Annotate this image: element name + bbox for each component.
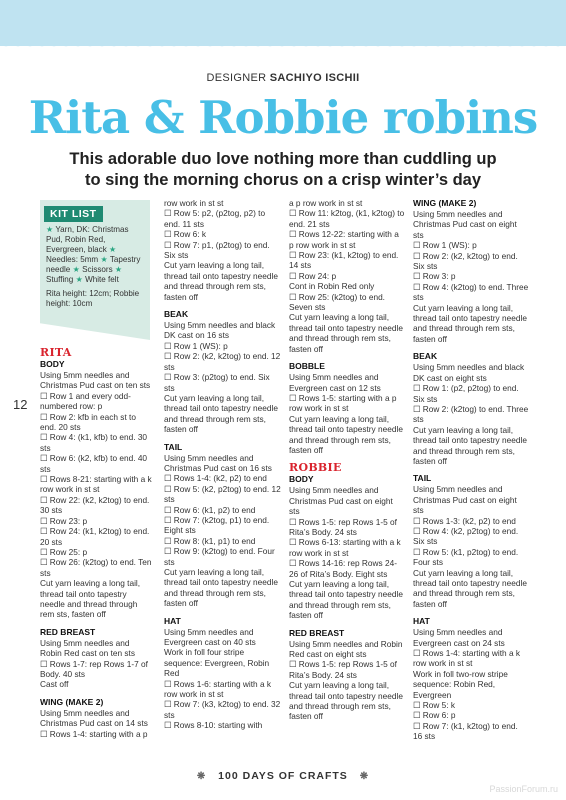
star-icon: ★ <box>109 245 117 254</box>
kit-item: Yarn, DK: Christmas Pud, Robin Red, Evergreen, black <box>46 225 129 254</box>
instruction-line: ☐ Row 2: (k2, k2tog) to end. 12 sts <box>164 351 281 372</box>
instruction-line: ☐ Rows 8-10: starting with <box>164 720 263 731</box>
instruction-line: Using 5mm needles and Christmas Pud cast on 14 sts <box>40 707 148 729</box>
column-1 <box>40 347 152 739</box>
kit-list-box <box>40 200 150 340</box>
red-breast-instructions <box>289 639 405 722</box>
instruction-line: ☐ Row 4: (k1, kfb) to end. 30 sts <box>40 432 148 453</box>
subheading-red-breast: RED BREAST <box>289 627 345 638</box>
instruction-line: ☐ Rows 1-4: (k2, p2) to end <box>164 473 267 484</box>
instruction-line: Using 5mm needles and Christmas Pud cast on eight sts <box>289 485 393 517</box>
instruction-line: Cut yarn leaving a long tail, thread tail onto tapestry needle and thread through rem sts, fasten off <box>413 302 527 344</box>
instruction-line: ☐ Row 24: p <box>289 270 337 281</box>
column-3 <box>289 198 405 722</box>
instruction-line: Using 5mm needles and Robin Red cast on ten sts <box>40 637 136 659</box>
hat-instructions <box>413 627 529 741</box>
instruction-line: a p row work in st st <box>289 198 363 208</box>
instruction-line: ☐ Row 7: (k3, k2tog) to end. 32 sts <box>164 699 281 720</box>
instruction-line: ☐ Row 3: p <box>413 271 456 282</box>
instruction-line: ☐ Row 5: k <box>413 700 456 711</box>
instruction-line: Using 5mm needles and Christmas Pud cast on eight sts <box>413 209 517 240</box>
instruction-line: ☐ Rows 1-4: starting with a k row work in st st <box>413 648 521 669</box>
instruction-line: Cut yarn leaving a long tail, thread tail onto tapestry needle and thread through rem sts, fasten off <box>289 413 403 455</box>
subheading-red-breast: RED BREAST <box>40 626 96 637</box>
subheading-hat: HAT <box>164 615 181 626</box>
kit-list-items <box>46 225 146 309</box>
page-number: 12 <box>13 397 28 412</box>
instruction-line: ☐ Row 4: (k2tog) to end. Three sts <box>413 281 529 303</box>
column-2 <box>164 198 282 731</box>
instruction-line: ☐ Row 26: (k2tog) to end. Ten sts <box>40 557 152 578</box>
instruction-line: ☐ Rows 1-5: rep Rows 1-5 of Rita’s Body. 24 sts <box>289 516 397 537</box>
instruction-line: Cut yarn leaving a long tail, thread tail onto tapestry needle and thread through rem sts, fasten off <box>40 578 141 620</box>
instruction-line: ☐ Rows 1-6: starting with a k row work in st st <box>164 678 272 700</box>
instruction-line: ☐ Row 5: (k1, p2tog) to end. Four sts <box>413 546 519 568</box>
watermark: PassionForum.ru <box>489 784 558 794</box>
instruction-line: ☐ Row 1 and every odd-numbered row: p <box>40 390 131 412</box>
footer-title: 100 DAYS OF CRAFTS <box>218 770 348 782</box>
kit-item: Needles: 5mm <box>46 255 99 264</box>
instruction-line: ☐ Row 6: p <box>413 710 456 721</box>
instruction-line: Using 5mm needles and Evergreen cast on 24 sts <box>413 627 505 648</box>
body-instructions <box>40 370 152 620</box>
subheading-bobble: BOBBLE <box>289 361 325 372</box>
instruction-line: ☐ Row 3: (p2tog) to end. Six sts <box>164 372 270 393</box>
instruction-line: ☐ Row 24: (k1, k2tog) to end. 20 sts <box>40 526 150 547</box>
instruction-line: ☐ Row 7: (k2tog, p1) to end. Eight sts <box>164 514 270 536</box>
instruction-line: ☐ Row 6: (k1, p2) to end <box>164 504 256 515</box>
wing-instructions <box>40 708 152 739</box>
kit-item: White felt <box>85 275 119 284</box>
wing-continued <box>164 198 282 302</box>
subheading-body: BODY <box>289 474 314 485</box>
instruction-line: ☐ Row 23: p <box>40 515 88 526</box>
bobble-instructions <box>289 372 405 455</box>
instruction-line: ☐ Row 22: (k2, k2tog) to end. 30 sts <box>40 494 150 516</box>
instruction-line: ☐ Row 11: k2tog, (k1, k2tog) to end. 21 sts <box>289 208 405 229</box>
instruction-line: Cut yarn leaving a long tail, thread tail onto tapestry needle and thread through rem sts, fasten off <box>289 579 403 621</box>
instruction-line: Using 5mm needles and Evergreen cast on 40 sts <box>164 626 256 648</box>
top-banner <box>0 0 566 46</box>
instruction-line: ☐ Row 9: (k2tog) to end. Four sts <box>164 546 275 567</box>
instruction-line: Work in foll two-row stripe sequence: Robin Red, Evergreen <box>413 668 508 700</box>
instruction-line: ☐ Row 1 (WS): p <box>413 240 477 251</box>
instruction-line: ☐ Row 6: k <box>164 229 207 240</box>
star-icon: ★ <box>72 265 80 274</box>
subheading-tail: TAIL <box>413 473 432 484</box>
section-heading-rita: RITA <box>40 346 72 359</box>
subheading-beak: BEAK <box>164 309 189 320</box>
instruction-line: Cut yarn leaving a long tail, thread tail onto tapestry needle and thread through rem sts, fasten off <box>289 680 403 722</box>
column-4 <box>413 198 529 742</box>
designer-label: DESIGNER <box>206 72 267 84</box>
instruction-line: row work in st st <box>164 198 224 208</box>
instruction-line: ☐ Row 4: (k2, p2tog) to end. Six sts <box>413 525 519 547</box>
flower-icon: ❋ <box>359 771 370 782</box>
red-breast-instructions <box>40 638 152 690</box>
instruction-line: ☐ Rows 1-3: (k2, p2) to end <box>413 515 516 526</box>
instruction-line: Using 5mm needles and Evergreen cast on 12 sts <box>289 372 381 393</box>
kit-note: Rita height: 12cm; Robbie height: 10cm <box>46 289 140 308</box>
instruction-line: ☐ Row 7: (k1, k2tog) to end. 16 sts <box>413 720 518 742</box>
instruction-line: ☐ Row 5: (k2, p2tog) to end. 12 sts <box>164 483 281 505</box>
kit-item: Stuffing <box>46 275 74 284</box>
wing-instructions <box>413 209 529 344</box>
instruction-line: Cut yarn leaving a long tail, thread tail onto tapestry needle and thread through rem sts, fasten off <box>164 260 278 302</box>
subheading-wing: WING (MAKE 2) <box>40 696 104 707</box>
star-icon: ★ <box>46 225 54 234</box>
instruction-line: Cast off <box>40 679 69 690</box>
instruction-line: ☐ Row 5: p2, (p2tog, p2) to end. 11 sts <box>164 208 266 229</box>
instruction-line: Cut yarn leaving a long tail, thread tail onto tapestry needle and thread through rem sts, fasten off <box>164 567 278 609</box>
hat-instructions <box>164 627 282 731</box>
instruction-line: ☐ Rows 6-13: starting with a k row work in st st <box>289 537 401 558</box>
beak-instructions <box>413 362 529 466</box>
star-icon: ★ <box>75 275 83 284</box>
subheading-body: BODY <box>40 359 65 369</box>
instruction-line: ☐ Row 8: (k1, p1) to end <box>164 535 256 546</box>
kit-list-title: KIT LIST <box>44 206 103 222</box>
kit-item: Scissors <box>82 265 113 274</box>
instruction-line: Cont in Robin Red only <box>289 281 375 292</box>
instruction-line: Cut yarn leaving a long tail, thread tail onto tapestry needle and thread through rem sts, fasten off <box>289 312 403 354</box>
instruction-line: ☐ Row 1 (WS): p <box>164 340 228 351</box>
section-heading-robbie: ROBBIE <box>289 461 342 475</box>
instruction-line: ☐ Row 6: (k2, kfb) to end. 40 sts <box>40 453 148 474</box>
beak-instructions <box>164 320 282 434</box>
instruction-line: ☐ Row 23: (k1, k2tog) to end. 14 sts <box>289 250 399 271</box>
instruction-line: ☐ Row 2: (k2, k2tog) to end. Six sts <box>413 250 518 272</box>
instruction-line: ☐ Row 7: p1, (p2tog) to end. Six sts <box>164 239 270 261</box>
instruction-line: ☐ Rows 14-16: rep Rows 24-26 of Rita’s Body. Eight sts <box>289 558 397 579</box>
star-icon: ★ <box>114 265 123 274</box>
star-icon: ★ <box>100 255 108 264</box>
subheading-beak: BEAK <box>413 351 438 362</box>
instruction-line: Using 5mm needles and Christmas Pud cast on 16 sts <box>164 452 272 473</box>
page-subtitle: This adorable duo love nothing more than cuddling up to sing the morning chorus on a crisp winter’s day <box>69 150 497 189</box>
designer-name: SACHIYO ISCHII <box>269 72 360 84</box>
instruction-line: ☐ Row 1: (p2, p2tog) to end. Six sts <box>413 383 519 404</box>
subheading-wing: WING (MAKE 2) <box>413 198 477 208</box>
tail-instructions <box>413 484 529 609</box>
subheading-tail: TAIL <box>164 441 183 452</box>
instruction-line: Using 5mm needles and black DK cast on eight sts <box>413 362 525 383</box>
designer-credit <box>0 72 566 84</box>
instruction-line: Cut yarn leaving a long tail, thread tail onto tapestry needle and thread through rem sts, fasten off <box>413 567 527 609</box>
instruction-line: ☐ Row 2: (k2tog) to end. Three sts <box>413 403 529 425</box>
body-instructions <box>289 485 405 620</box>
instruction-line: ☐ Row 25: p <box>40 546 88 557</box>
instruction-line: ☐ Row 25: (k2tog) to end. Seven sts <box>289 291 385 313</box>
instruction-line: Cut yarn leaving a long tail, thread tail onto tapestry needle and thread through rem sts, fasten off <box>413 424 527 466</box>
instruction-line: ☐ Rows 1-5: rep Rows 1-5 of Rita’s Body. 24 sts <box>289 659 397 680</box>
instruction-line: Using 5mm needles and Christmas Pud cast on ten sts <box>40 370 151 391</box>
instruction-line: ☐ Rows 8-21: starting with a k row work in st st <box>40 474 152 495</box>
instruction-line: ☐ Rows 1-5: starting with a p row work in st st <box>289 392 397 414</box>
instruction-line: Cut yarn leaving a long tail, thread tail onto tapestry needle and thread through rem sts, fasten off <box>164 392 278 435</box>
page-title: Rita & Robbie robins <box>28 91 538 144</box>
kit-item: Tapestry needle <box>46 255 141 274</box>
tail-instructions <box>164 453 282 609</box>
instruction-line: Using 5mm needles and black DK cast on 16 sts <box>164 320 276 341</box>
flower-icon: ❋ <box>196 771 207 782</box>
subheading-hat: HAT <box>413 616 430 627</box>
footer <box>0 770 566 782</box>
instruction-line: Work in foll four stripe sequence: Evergreen, Robin Red <box>164 647 270 679</box>
instruction-line: Using 5mm needles and Robin Red cast on eight sts <box>289 638 403 660</box>
instruction-line: Using 5mm needles and Christmas Pud cast on eight sts <box>413 484 517 516</box>
instruction-line: ☐ Rows 12-22: starting with a p row work in st st <box>289 229 399 250</box>
instruction-line: ☐ Rows 1-7: rep Rows 1-7 of Body. 40 sts <box>40 658 148 679</box>
instruction-line: ☐ Rows 1-4: starting with a p <box>40 728 148 739</box>
instruction-line: ☐ Row 2: kfb in each st to end. 20 sts <box>40 411 136 433</box>
hat-continued <box>289 198 405 354</box>
